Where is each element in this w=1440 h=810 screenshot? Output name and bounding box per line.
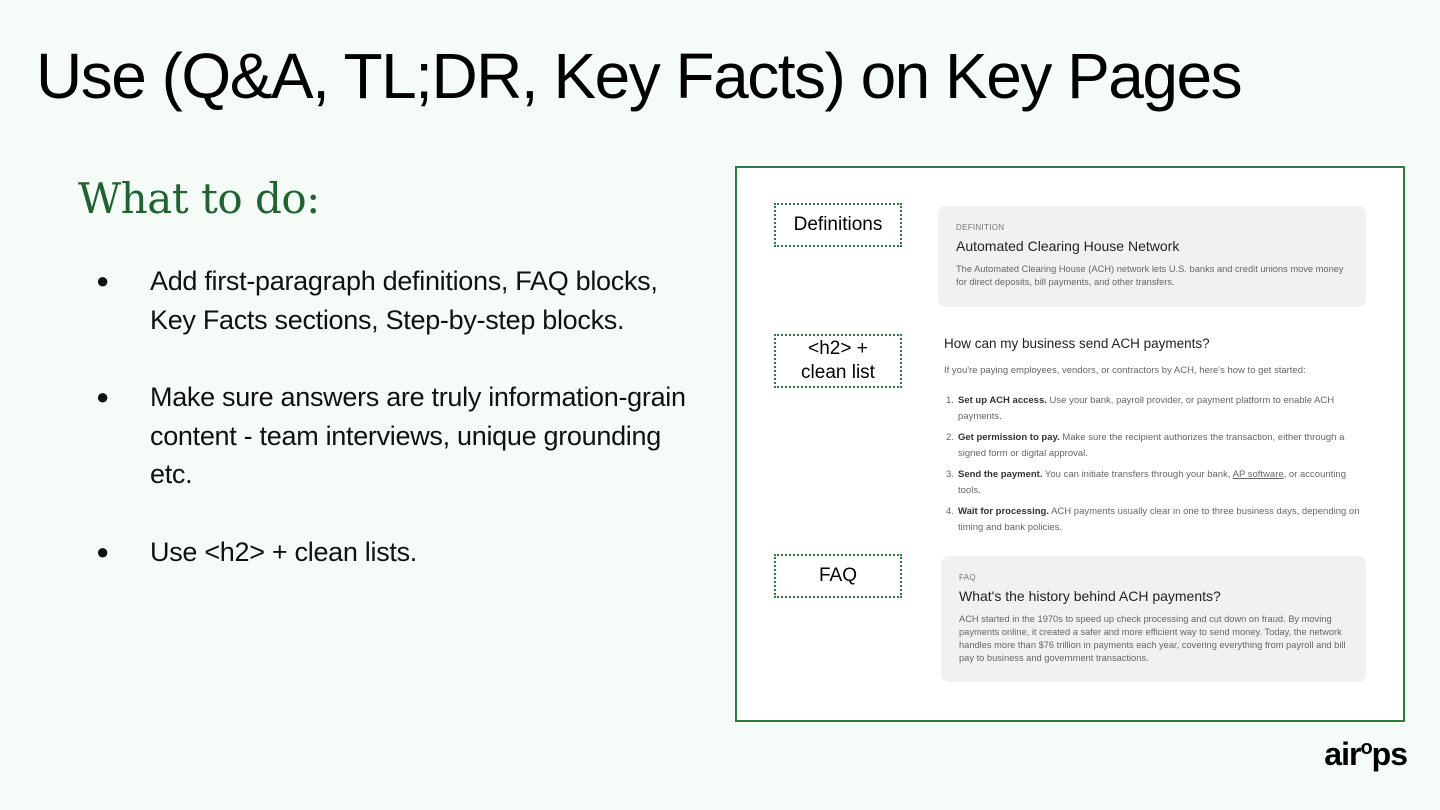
example-panel: [735, 166, 1405, 722]
step-number: 3.: [946, 469, 954, 480]
step-title: Set up ACH access.: [958, 395, 1047, 406]
definition-label: DEFINITION: [956, 223, 1005, 232]
logo-text: o: [1360, 737, 1372, 759]
airops-logo: [1324, 734, 1407, 779]
tag-definitions: Definitions: [774, 203, 902, 247]
step-title: Get permission to pay.: [958, 432, 1060, 443]
tag-h2-clean-list: <h2> + clean list: [774, 334, 902, 388]
logo-text: air: [1324, 736, 1361, 772]
howto-heading: How can my business send ACH payments?: [944, 336, 1210, 351]
step-item: [944, 467, 1364, 499]
bullet-text: Add first-paragraph definitions, FAQ blocks, Key Facts sections, Step-by-step blocks.: [150, 266, 658, 335]
step-title: Send the payment.: [958, 469, 1043, 480]
bullet-dot-icon: ●: [96, 538, 109, 564]
tag-faq: FAQ: [774, 554, 902, 598]
step-text-tail: , or accounting tools.: [958, 469, 1346, 496]
definition-title: Automated Clearing House Network: [956, 238, 1180, 254]
faq-body: ACH started in the 1970s to speed up check processing and cut down on fraud. By moving payments online, it created a safer and more efficient way to send money. Today, the network handles more than $76 trillion in payments each year, covering everything from payroll and bill pay to business and government transactions.: [959, 614, 1346, 663]
bullet-dot-icon: ●: [96, 384, 109, 409]
step-item: [944, 504, 1364, 536]
bullet-text: Use <h2> + clean lists.: [150, 536, 418, 567]
step-title: Wait for processing.: [958, 506, 1049, 517]
howto-steps: [944, 393, 1364, 536]
step-text: You can initiate transfers through your bank,: [1042, 469, 1233, 480]
section-subtitle: What to do:: [78, 174, 320, 223]
step-number: 2.: [946, 432, 954, 443]
step-item: [944, 393, 1364, 425]
step-text: Use your bank, payroll provider, or payment platform to enable ACH payments.: [958, 395, 1335, 422]
definition-body: The Automated Clearing House (ACH) network lets U.S. banks and credit unions move money for direct deposits, bill payments, and other transfers.: [956, 264, 1344, 287]
step-text: ACH payments usually clear in one to three business days, depending on timing and bank policies.: [958, 506, 1360, 533]
step-text: Make sure the recipient authorizes the transaction, either through a signed form or digital approval.: [958, 432, 1345, 459]
slide-title: Use (Q&A, TL;DR, Key Facts) on Key Pages: [36, 40, 1242, 112]
logo-text: ps: [1371, 736, 1407, 772]
faq-label: FAQ: [959, 573, 976, 582]
bullet-item: [96, 533, 696, 572]
howto-intro: If you're paying employees, vendors, or contractors by ACH, here's how to get started:: [944, 365, 1306, 376]
step-number: 1.: [946, 395, 954, 406]
bullet-item: [96, 378, 696, 494]
faq-card: [941, 556, 1366, 682]
ap-software-link[interactable]: AP software: [1232, 469, 1284, 480]
bullet-item: [96, 262, 696, 339]
step-item: [944, 430, 1364, 462]
bullet-text: Make sure answers are truly information-grain content - team interviews, unique grounding etc.: [150, 382, 686, 489]
faq-title: What's the history behind ACH payments?: [959, 588, 1221, 604]
bullet-dot-icon: ●: [96, 268, 109, 293]
definition-card: [938, 206, 1366, 307]
step-number: 4.: [946, 506, 954, 517]
bullet-list: [96, 262, 696, 571]
